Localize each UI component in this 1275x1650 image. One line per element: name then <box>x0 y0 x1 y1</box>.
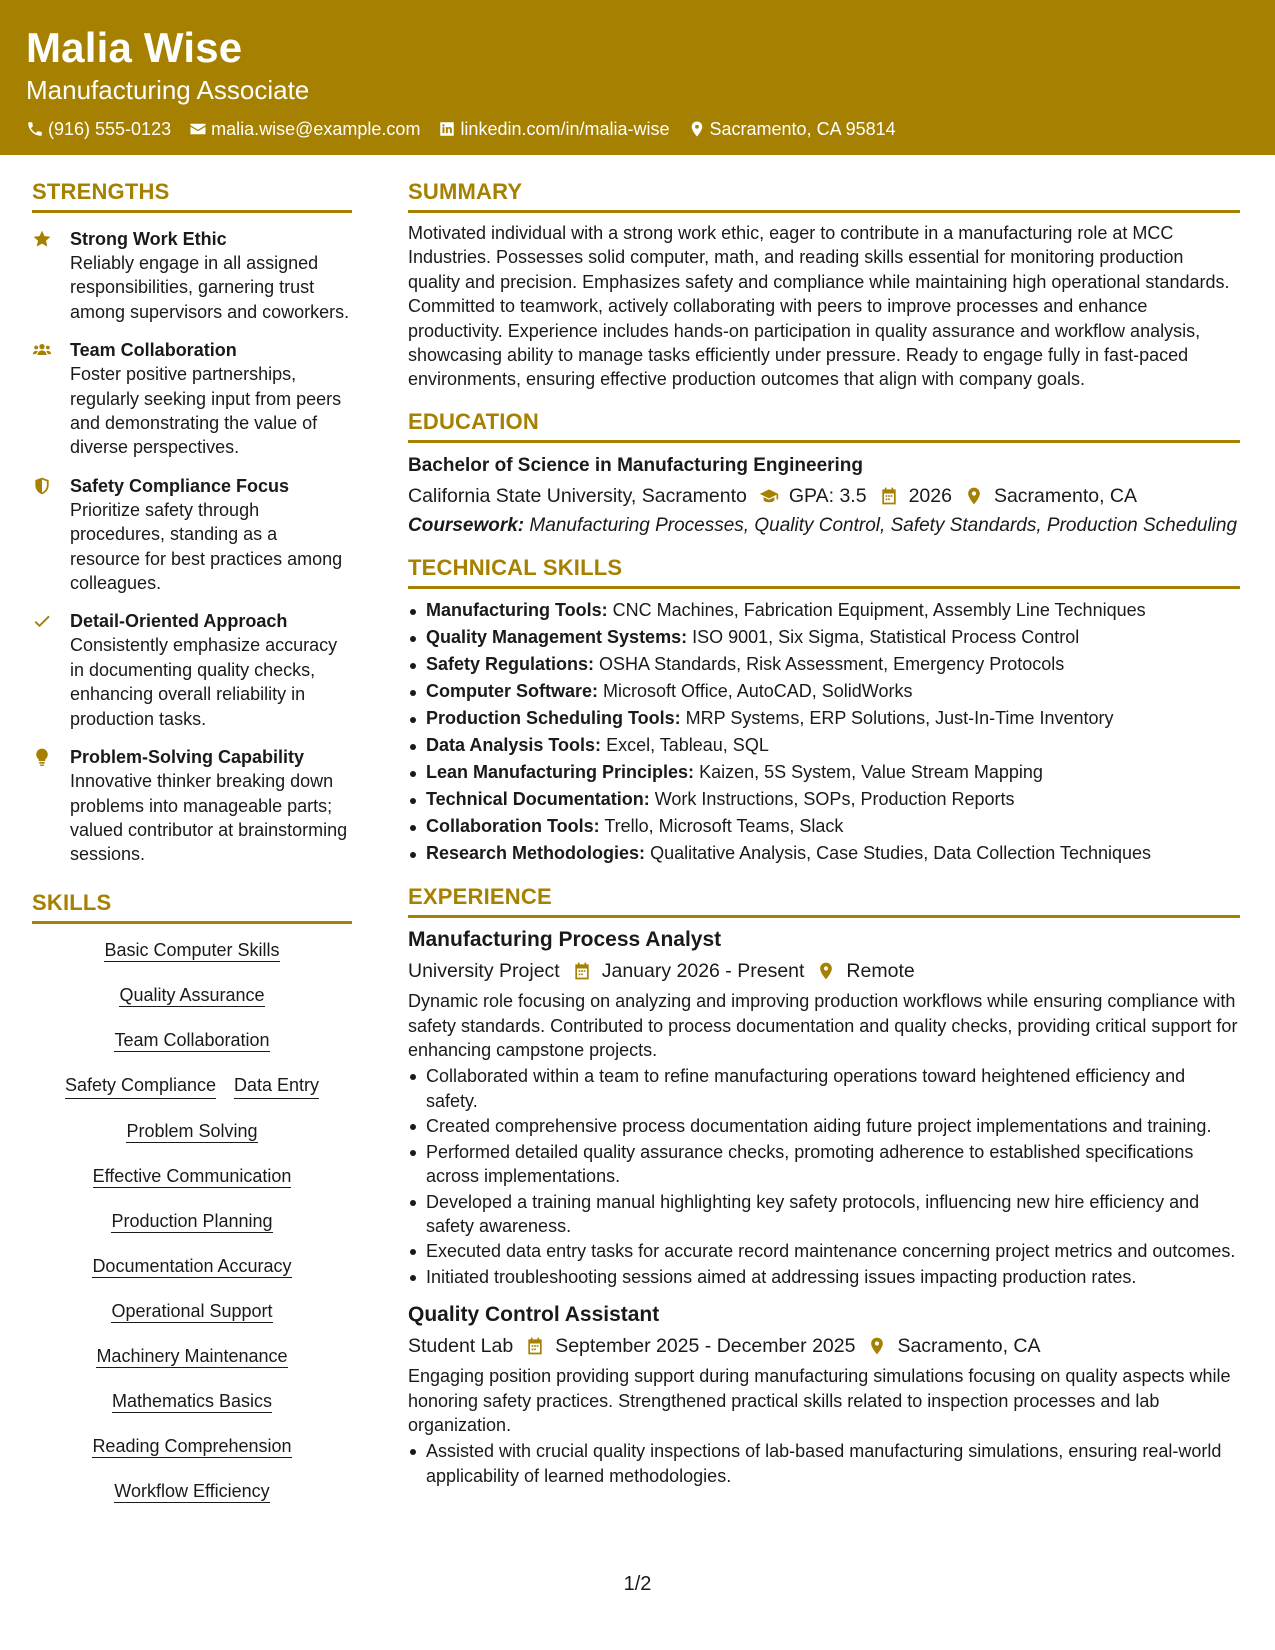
experience-heading: EXPERIENCE <box>408 883 1240 918</box>
skill-tag: Documentation Accuracy <box>92 1255 292 1276</box>
list-item: Initiated troubleshooting sessions aimed at addressing issues impacting production rates. <box>408 1265 1240 1289</box>
skill-tag: Data Entry <box>234 1073 319 1099</box>
candidate-name: Malia Wise <box>26 24 243 71</box>
skill-tag: Team Collaboration <box>114 1029 270 1050</box>
technical-skills-list <box>408 597 1240 867</box>
degree-title: Bachelor of Science in Manufacturing Engineering <box>408 454 864 476</box>
linkedin-text: linkedin.com/in/malia-wise <box>460 119 670 139</box>
list-item: Manufacturing Tools: CNC Machines, Fabrication Equipment, Assembly Line Techniques <box>408 597 1240 624</box>
skill-tag: Production Planning <box>111 1210 273 1231</box>
page-number: 1/2 <box>623 1573 652 1595</box>
strength-item <box>32 609 352 731</box>
job-description: Engaging position providing support during manufacturing simulations focusing on quality aspects while honoring safety practices. Strengthened practical skills related to inspection processes and lab organization. <box>408 1366 1231 1435</box>
left-column <box>32 178 352 1524</box>
envelope-icon <box>189 120 207 138</box>
skill-tag: Quality Assurance <box>119 984 265 1005</box>
lightbulb-icon <box>32 747 52 767</box>
strength-desc: Consistently emphasize accuracy in documenting quality checks, enhancing overall reliability in production tasks. <box>70 635 338 729</box>
job-dates: January 2026 - Present <box>601 960 805 983</box>
calendar-icon <box>525 1336 545 1356</box>
map-pin-icon <box>688 120 706 138</box>
school-name: California State University, Sacramento <box>408 484 747 507</box>
list-item: Quality Management Systems: ISO 9001, Six Sigma, Statistical Process Control <box>408 624 1240 651</box>
contact-email[interactable] <box>189 118 420 140</box>
graduation-year: 2026 <box>908 484 952 507</box>
list-item: Data Analysis Tools: Excel, Tableau, SQL <box>408 732 1240 759</box>
skill-tag: Operational Support <box>111 1300 273 1321</box>
job-title: Manufacturing Process Analyst <box>408 928 722 952</box>
strength-title: Detail-Oriented Approach <box>70 611 288 632</box>
education-location: Sacramento, CA <box>993 484 1138 507</box>
calendar-icon <box>879 486 899 506</box>
map-pin-icon <box>816 961 836 981</box>
email-text: malia.wise@example.com <box>211 119 421 139</box>
job-bullets <box>408 1439 1240 1488</box>
right-column <box>408 178 1240 1489</box>
education-meta <box>408 482 1240 510</box>
job-meta <box>408 1332 1240 1360</box>
strengths-heading: STRENGTHS <box>32 178 352 213</box>
strength-item <box>32 745 352 867</box>
users-icon <box>32 340 52 360</box>
strength-desc: Innovative thinker breaking down problems into manageable parts; valued contributor at brainstorming sessions. <box>70 771 348 865</box>
list-item: Lean Manufacturing Principles: Kaizen, 5S System, Value Stream Mapping <box>408 759 1240 786</box>
strength-item <box>32 338 352 460</box>
skills-heading: SKILLS <box>32 889 352 924</box>
list-item: Production Scheduling Tools: MRP Systems, ERP Solutions, Just-In-Time Inventory <box>408 705 1240 732</box>
list-item: Developed a training manual highlighting key safety protocols, influencing new hire efficiency and safety awareness. <box>408 1190 1240 1239</box>
job-title: Quality Control Assistant <box>408 1303 660 1327</box>
skill-tag: Workflow Efficiency <box>114 1480 270 1501</box>
technical-skills-heading: TECHNICAL SKILLS <box>408 554 1240 589</box>
strength-item <box>32 227 352 324</box>
job-location: Remote <box>846 960 915 983</box>
check-icon <box>32 611 52 631</box>
contact-phone[interactable] <box>26 118 171 140</box>
phone-text: (916) 555-0123 <box>48 119 172 139</box>
list-item: Technical Documentation: Work Instructions, SOPs, Production Reports <box>408 786 1240 813</box>
job-bullets <box>408 1064 1240 1289</box>
map-pin-icon <box>867 1336 887 1356</box>
strength-desc: Prioritize safety through procedures, standing as a resource for best practices among colleagues. <box>70 499 343 594</box>
shield-icon <box>32 476 52 496</box>
phone-icon <box>26 120 44 138</box>
job-dates: September 2025 - December 2025 <box>555 1335 856 1358</box>
strength-title: Team Collaboration <box>70 340 237 361</box>
strength-desc: Foster positive partnerships, regularly seeking input from peers and demonstrating the value of diverse perspectives. <box>70 364 342 458</box>
candidate-role: Manufacturing Associate <box>26 75 310 105</box>
location-text: Sacramento, CA 95814 <box>709 119 896 139</box>
list-item: Executed data entry tasks for accurate record maintenance concerning project metrics and outcomes. <box>408 1239 1240 1263</box>
job-meta <box>408 957 1240 985</box>
coursework <box>408 514 1240 538</box>
star-icon <box>32 229 52 249</box>
skill-tag: Problem Solving <box>126 1120 258 1141</box>
graduation-cap-icon <box>759 486 779 506</box>
summary-heading: SUMMARY <box>408 178 1240 213</box>
education-heading: EDUCATION <box>408 408 1240 443</box>
summary-text: Motivated individual with a strong work ethic, eager to contribute in a manufacturing role at MCC Industries. Possesses solid computer, math, and reading skills essential for monitoring production quality and precision. Emphasizes safety and compliance while maintaining high operational standards. Committed to teamwork, actively collaborating with peers to improve processes and enhance productivity. Experience includes hands-on participation in quality assurance and workflow analysis, showcasing ability to manage tasks efficiently under pressure. Ready to engage fully in fast-paced environments, ensuring effective production outcomes that align with company goals. <box>408 223 1230 390</box>
job-org: Student Lab <box>408 1335 514 1358</box>
job-location: Sacramento, CA <box>897 1335 1041 1358</box>
strength-desc: Reliably engage in all assigned responsibilities, garnering trust among supervisors and coworkers. <box>70 253 350 322</box>
calendar-icon <box>572 961 592 981</box>
skill-tag: Basic Computer Skills <box>104 939 280 960</box>
contact-linkedin[interactable] <box>438 118 669 140</box>
contact-location <box>688 118 896 140</box>
skill-tag: Effective Communication <box>92 1165 292 1186</box>
coursework-label: Coursework: <box>408 514 525 536</box>
list-item: Research Methodologies: Qualitative Analysis, Case Studies, Data Collection Techniques <box>408 840 1240 867</box>
resume-header <box>0 0 1275 155</box>
strength-title: Problem-Solving Capability <box>70 747 305 768</box>
skills-list <box>32 938 352 1524</box>
list-item: Collaboration Tools: Trello, Microsoft Teams, Slack <box>408 813 1240 840</box>
list-item: Performed detailed quality assurance checks, promoting adherence to established specifications across implementations. <box>408 1140 1240 1189</box>
map-pin-icon <box>964 486 984 506</box>
strength-title: Safety Compliance Focus <box>70 475 290 496</box>
coursework-text: Manufacturing Processes, Quality Control, Safety Standards, Production Scheduling <box>529 514 1238 536</box>
list-item: Assisted with crucial quality inspections of lab-based manufacturing simulations, ensuring real-world applicability of learned methodologies. <box>408 1439 1240 1488</box>
strength-item <box>32 474 352 596</box>
skill-tag: Mathematics Basics <box>111 1390 273 1411</box>
job-org: University Project <box>408 960 560 983</box>
linkedin-icon <box>438 120 456 138</box>
skill-tag: Machinery Maintenance <box>96 1345 288 1366</box>
gpa-text: GPA: 3.5 <box>788 484 867 507</box>
job-description: Dynamic role focusing on analyzing and improving production workflows while ensuring compliance with safety standards. Contributed to process documentation and quality checks, providing critical support for enhancing campstone projects. <box>408 991 1238 1061</box>
skill-tag: Safety Compliance <box>65 1073 216 1099</box>
strength-title: Strong Work Ethic <box>70 229 227 249</box>
skill-tag: Reading Comprehension <box>92 1435 292 1456</box>
list-item: Safety Regulations: OSHA Standards, Risk Assessment, Emergency Protocols <box>408 651 1240 678</box>
contact-bar <box>26 118 1249 140</box>
list-item: Created comprehensive process documentation aiding future project implementations and training. <box>408 1114 1240 1138</box>
list-item: Collaborated within a team to refine manufacturing operations toward heightened efficiency and safety. <box>408 1064 1240 1113</box>
list-item: Computer Software: Microsoft Office, AutoCAD, SolidWorks <box>408 678 1240 705</box>
